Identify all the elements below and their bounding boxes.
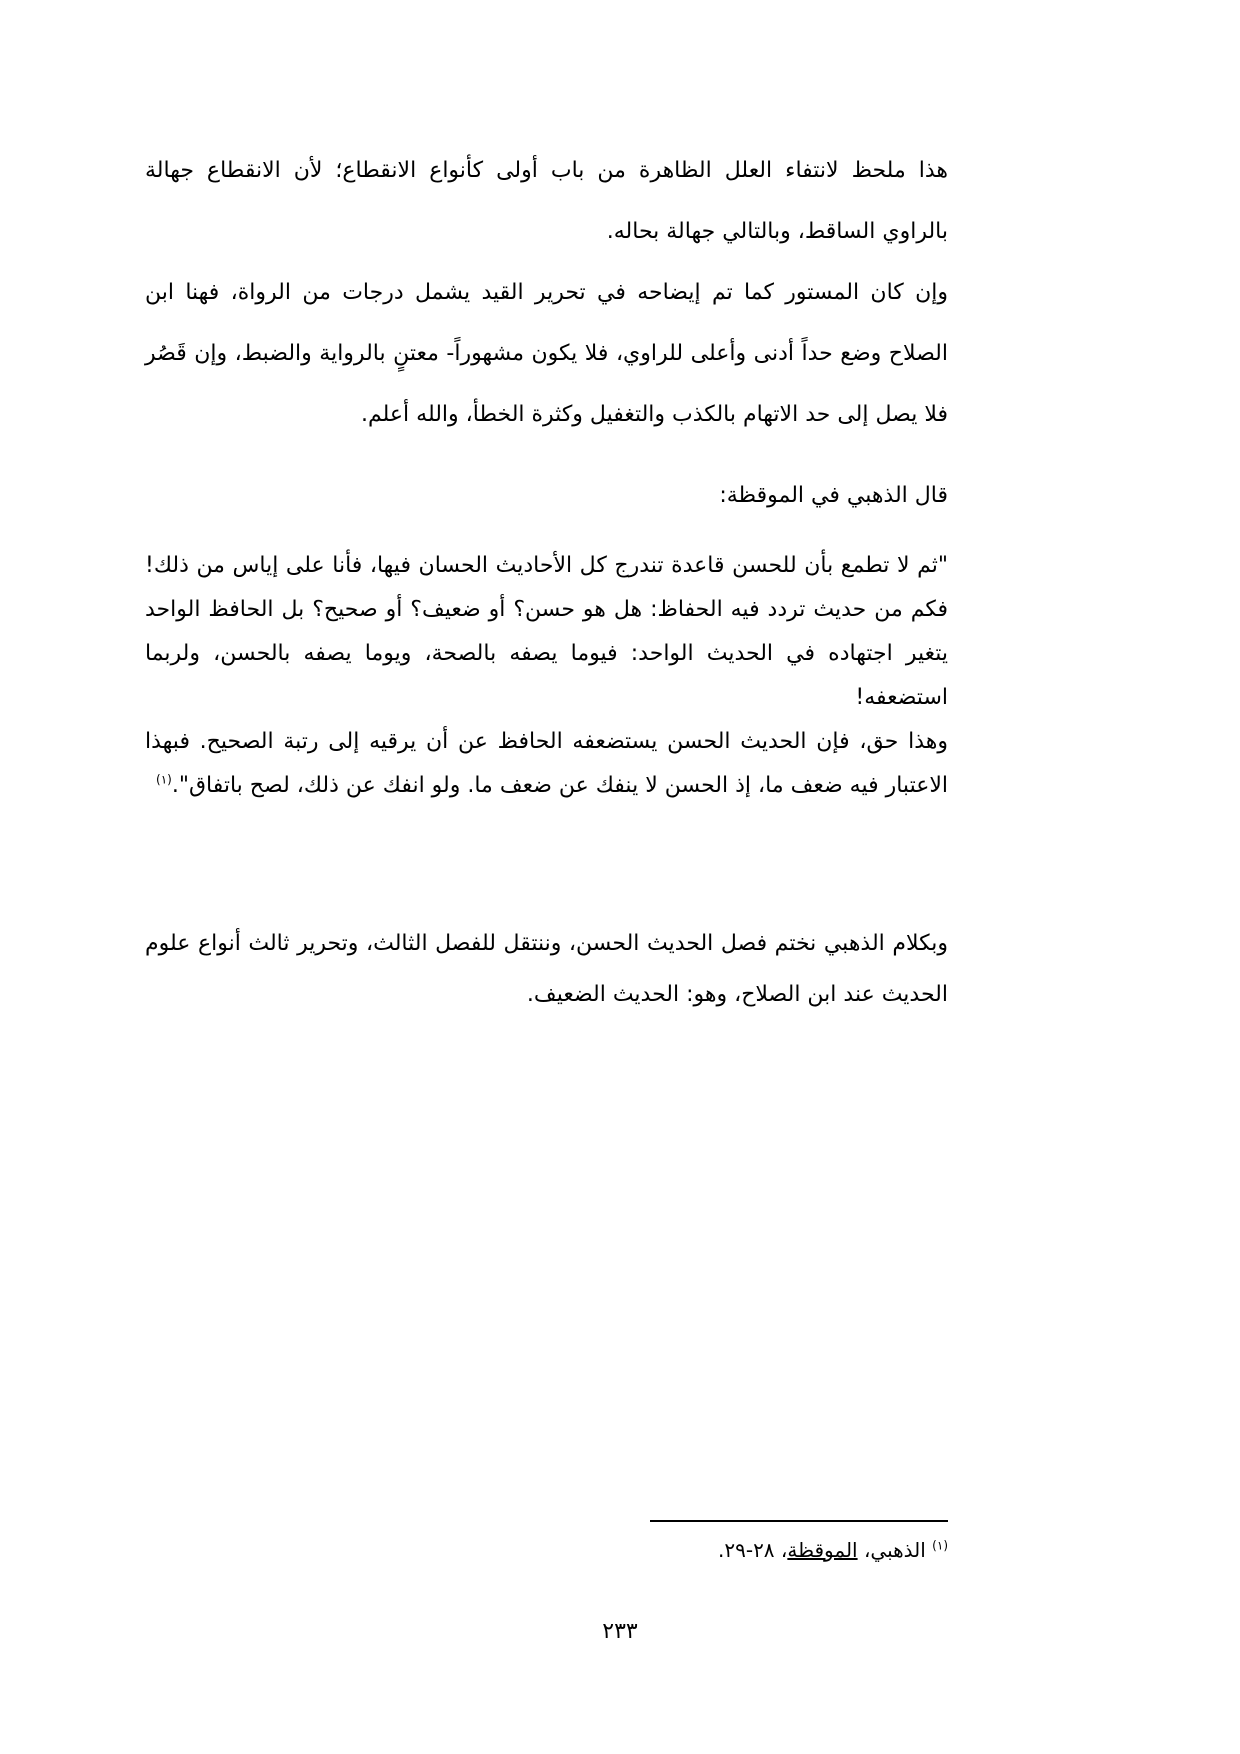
footnote-separator (650, 1520, 948, 1522)
footnote-author: الذهبي، (863, 1538, 926, 1562)
footnote-title: الموقظة (787, 1538, 858, 1562)
intro-section (145, 140, 948, 445)
intro-paragraph: وإن كان المستور كما تم إيضاحه في تحرير القيد يشمل درجات من الرواة، فهنا ابن الصلاح وضع حداً أدنى وأعلى للراوي، فلا يكون مشهوراً- معتنٍ بالرواية والضبط، وإن قَصُر فلا يصل إلى حد الاتهام بالكذب والتغفيل وكثرة الخطأ، والله أعلم. (145, 280, 948, 427)
quote-paragraph: وهذا حق، فإن الحديث الحسن يستضعفه الحافظ عن أن يرقيه إلى رتبة الصحيح. فبهذا الاعتبار فيه ضعف ما، إذ الحسن لا ينفك عن ضعف ما. ولو انفك عن ذلك، لصح باتفاق". (145, 729, 948, 798)
page-number: ٢٣٣ (602, 1619, 638, 1644)
quote-paragraph: "ثم لا تطمع بأن للحسن قاعدة تندرج كل الأحاديث الحسان فيها، فأنا على إياس من ذلك! فكم من حديث تردد فيه الحفاظ: هل هو حسن؟ أو ضعيف؟ أو صحيح؟ بل الحافظ الواحد يتغير اجتهاده في الحديث الواحد: فيوما يصفه بالصحة، ويوما يصفه بالحسن، ولربما استضعفه! (145, 553, 948, 710)
intro-paragraph: هذا ملحظ لانتفاء العلل الظاهرة من باب أولى كأنواع الانقطاع؛ لأن الانقطاع جهالة بالراوي الساقط، وبالتالي جهالة بحاله. (145, 158, 948, 244)
footnote-pages: ، ٢٨-٢٩. (718, 1538, 788, 1562)
footnote (450, 1532, 948, 1568)
quote-paragraph-with-note (145, 720, 948, 808)
footnote-marker: (١) (932, 1538, 948, 1553)
quote-intro: قال الذهبي في الموقظة: (719, 483, 948, 508)
quote-section (145, 544, 948, 808)
footnote-reference-marker[interactable]: (١) (156, 772, 172, 787)
closing-paragraph: وبكلام الذهبي نختم فصل الحديث الحسن، وننتقل للفصل الثالث، وتحرير ثالث أنواع علوم الحديث عند ابن الصلاح، وهو: الحديث الضعيف. (145, 931, 948, 1007)
closing-section (145, 918, 948, 1020)
